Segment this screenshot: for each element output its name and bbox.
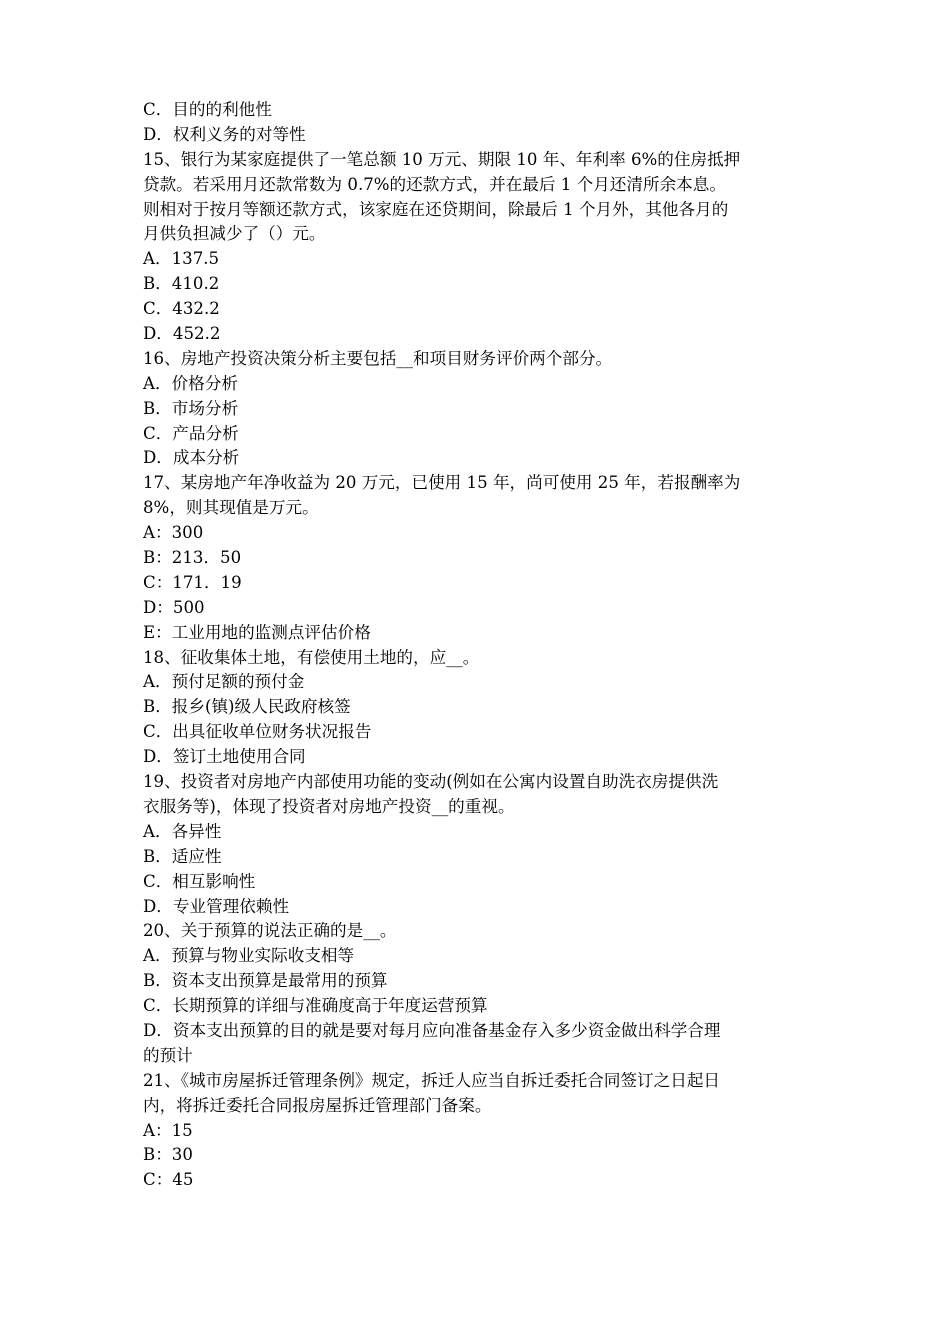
option-b-q17: B：213．50 (143, 548, 242, 568)
question-19-line-1: 19、投资者对房地产内部使用功能的变动(例如在公寓内设置自助洗衣房提供洗 (143, 772, 719, 792)
question-17-line-2: 8%，则其现值是万元。 (143, 498, 319, 518)
option-c-q14: C．目的的利他性 (143, 100, 272, 119)
option-b-q19: B．适应性 (143, 846, 222, 866)
option-d-q16: D．成本分析 (143, 448, 240, 468)
question-16: 16、房地产投资决策分析主要包括__和项目财务评价两个部分。 (143, 348, 613, 368)
question-15-line-3: 则相对于按月等额还款方式，该家庭在还贷期间，除最后 1 个月外，其他各月的 (143, 199, 729, 219)
option-a-q15: A．137.5 (143, 249, 220, 269)
option-c-q21: C：45 (143, 1170, 194, 1190)
option-c-q16: C．产品分析 (143, 423, 239, 443)
option-d-q20-line-1: D．资本支出预算的目的就是要对每月应向准备基金存入多少资金做出科学合理 (143, 1020, 721, 1040)
option-a-q19: A．各异性 (143, 821, 222, 841)
option-b-q21: B：30 (143, 1145, 193, 1165)
option-b-q20: B．资本支出预算是最常用的预算 (143, 971, 388, 991)
option-c-q15: C．432.2 (143, 299, 220, 319)
question-19-line-2: 衣服务等)，体现了投资者对房地产投资__的重视。 (143, 796, 515, 816)
question-15-line-4: 月供负担减少了（）元。 (143, 224, 326, 244)
question-21-line-2: 内，将拆迁委托合同报房屋拆迁管理部门备案。 (143, 1095, 492, 1115)
option-a-q21: A：15 (143, 1120, 193, 1140)
option-b-q16: B．市场分析 (143, 398, 239, 418)
option-c-q18: C．出具征收单位财务状况报告 (143, 722, 372, 742)
question-18: 18、征收集体土地，有偿使用土地的，应__。 (143, 647, 480, 667)
option-c-q19: C．相互影响性 (143, 871, 256, 891)
option-d-q20-line-2: 的预计 (143, 1045, 193, 1065)
question-15-line-1: 15、银行为某家庭提供了一笔总额 10 万元、期限 10 年、年利率 6%的住房抵押 (143, 149, 741, 169)
option-a-q16: A．价格分析 (143, 373, 238, 393)
option-d-q14: D．权利义务的对等性 (143, 124, 306, 144)
option-e-q17: E：工业用地的监测点评估价格 (143, 622, 371, 642)
option-a-q17: A：300 (143, 523, 204, 543)
option-b-q18: B．报乡(镇)级人民政府核签 (143, 697, 351, 717)
question-17-line-1: 17、某房地产年净收益为 20 万元，已使用 15 年，尚可使用 25 年，若报酬率为 (143, 473, 741, 493)
option-c-q17: C：171．19 (143, 572, 242, 592)
option-c-q20: C．长期预算的详细与准确度高于年度运营预算 (143, 996, 488, 1016)
question-15-line-2: 贷款。若采用月还款常数为 0.7%的还款方式，并在最后 1 个月还清所余本息。 (143, 174, 726, 194)
option-a-q18: A．预付足额的预付金 (143, 672, 305, 692)
option-d-q17: D：500 (143, 597, 205, 617)
option-d-q15: D．452.2 (143, 324, 221, 344)
question-21-line-1: 21、《城市房屋拆迁管理条例》规定，拆迁人应当自拆迁委托合同签订之日起日 (143, 1070, 721, 1090)
question-20: 20、关于预算的说法正确的是__。 (143, 921, 397, 941)
option-d-q19: D．专业管理依赖性 (143, 896, 290, 916)
option-d-q18: D．签订土地使用合同 (143, 747, 306, 767)
document-page (143, 98, 813, 1193)
option-b-q15: B．410.2 (143, 274, 220, 294)
option-a-q20: A．预算与物业实际收支相等 (143, 946, 355, 966)
